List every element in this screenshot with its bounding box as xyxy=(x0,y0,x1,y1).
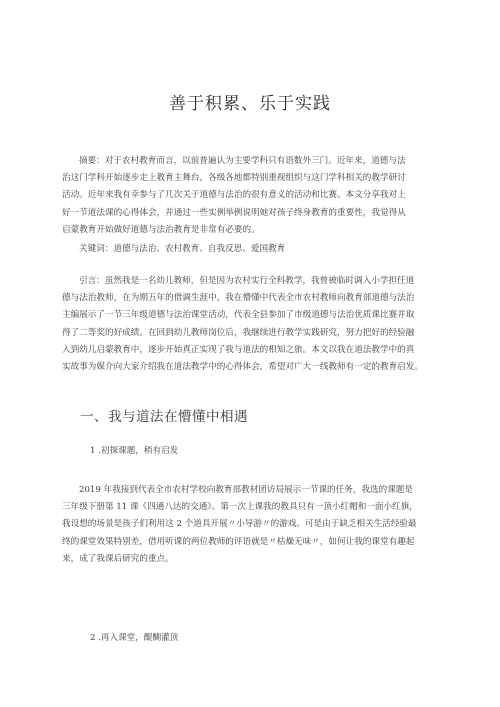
abstract-line: 治这门学科开始逐步走上教育主舞台，各级各地都特别重视组织与这门学科相关的教学研讨 xyxy=(62,173,406,184)
keywords-line: 关键词：道德与法治、农村教育、自我反思、爱国教育 xyxy=(79,244,286,254)
abstract-paragraph xyxy=(62,153,444,239)
body-line: 2019 年我接到代表全市农村学校向教育部教材团访局展示一节课的任务，我选的课题是 xyxy=(79,485,413,495)
keywords-paragraph xyxy=(62,241,444,258)
abstract-line: 好一节道法课的心得体会，并通过一些实例举例说明她对孩子终身教育的重要性，我觉得从 xyxy=(62,207,406,218)
abstract-line: 活动。近年来我有幸参与了几次关于道德与法治的很有意义的活动和比赛。本文分享我对上 xyxy=(62,190,406,201)
body-line: 来，成了我课后研究的重点。 xyxy=(62,553,174,564)
body-line: 终的课堂效果特别差，借用听课的两位教师的评语就是〃枯燥无味〃，如何让我的课堂有趣起 xyxy=(62,536,415,547)
subsection-heading: 2 .再入课堂，醍醐灌顶 xyxy=(90,633,179,643)
intro-line: 入到幼儿启蒙教育中，逐步开始真正实现了我与道法的相知之旅。本文以我在道法教学中的真 xyxy=(62,344,415,355)
intro-paragraph xyxy=(62,273,444,376)
body-line: 三年级下册第 11 课《四通八达的交通》。第一次上课我的教具只有一顶小红帽和一面小红旗， xyxy=(62,502,418,513)
intro-line: 实故事为媒介向大家介绍我在道法教学中的心得体会，希望对广大一线教师有一定的教育启发。 xyxy=(62,361,423,372)
abstract-line: 摘要：对于农村教育而言，以前普遍认为主要学科只有语数外三门。近年来，道德与法 xyxy=(79,156,406,166)
intro-line: 引言：虽然我是一名幼儿教师，但是因为农村实行全科教学，我曾被临时调入小学担任道 xyxy=(79,276,415,286)
document-title: 善于积累、乐于实践 xyxy=(169,94,331,114)
intro-line: 主编展示了一节三年级道德与法治课堂活动，代表全县参加了市级道德与法治优质课比赛并取 xyxy=(62,310,415,321)
section-heading: 一、我与道法在懵懂中相遇 xyxy=(80,409,248,425)
body-line: 我设想的场景是孩子们利用这 2 个道具开展〃小导游〃的游戏。可是由于缺乏相关生活经验最 xyxy=(62,519,417,530)
subsection-paragraph xyxy=(62,482,444,568)
abstract-line: 启蒙教育开始做好道德与法治教育是非常有必要的。 xyxy=(62,224,260,235)
intro-line: 得了二等奖的好成绩。在回到幼儿教师岗位后，我继续进行教学实践研究，努力把好的经验融 xyxy=(62,327,415,338)
intro-line: 德与法治教师，在为期五年的借调生涯中，我在懵懂中代表全市农村教师向教育部道德与法治 xyxy=(62,293,415,304)
subsection-heading: 1 .初探课题，稍有启发 xyxy=(90,446,179,456)
